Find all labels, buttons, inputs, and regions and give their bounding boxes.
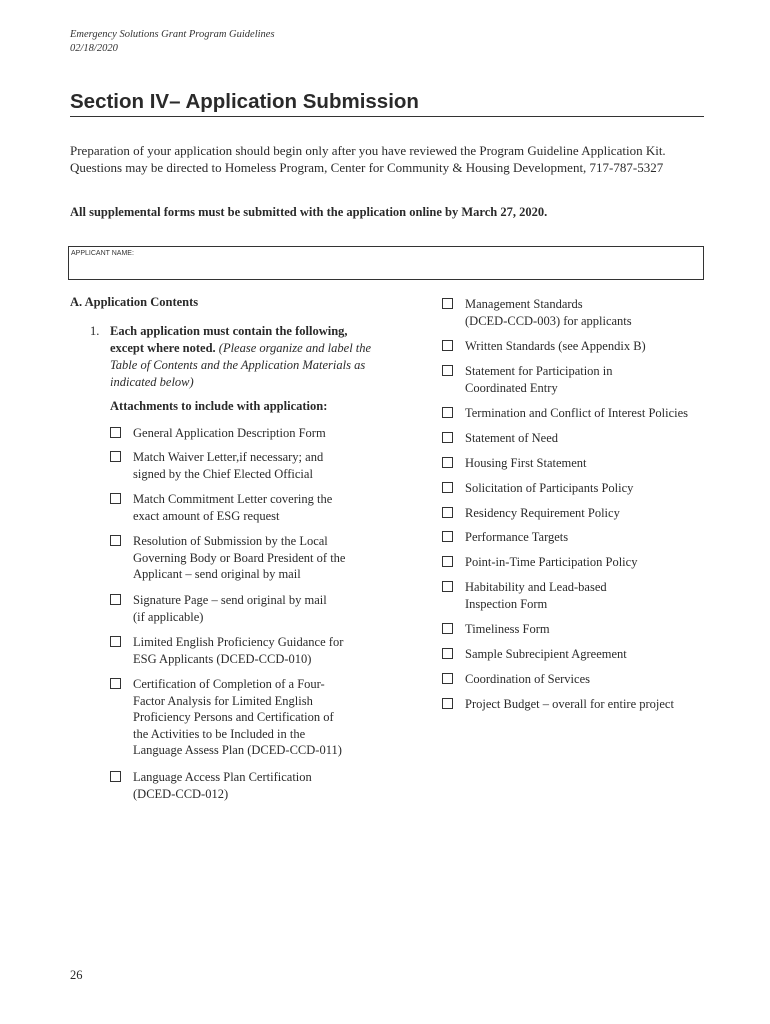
applicant-name-field[interactable] [68,246,704,280]
checklist-item[interactable] [442,621,732,638]
checklist-item[interactable] [442,529,732,546]
checklist-label: Resolution of Submission by the Local Governing Body or Board President of the Applicant – send original by mail [133,534,346,581]
page-number: 26 [70,968,83,982]
checkbox[interactable] [442,340,453,351]
checklist-item[interactable] [110,425,390,442]
checklist-label: Point-in-Time Participation Policy [465,555,638,569]
item-1-number: 1. [90,324,100,338]
checklist-label: Timeliness Form [465,622,550,636]
checklist-item[interactable] [442,338,732,355]
checkbox[interactable] [442,507,453,518]
attachments-heading: Attachments to include with application: [110,399,328,413]
checklist-label: Certification of Completion of a Four- Factor Analysis for Limited English Proficiency Persons and Certification of the Activities to be Included in the Language Assess Plan (DCED-CCD-011) [133,677,342,757]
checkbox[interactable] [110,678,121,689]
checkbox[interactable] [442,648,453,659]
checklist-label: Language Access Plan Certification (DCED-CCD-012) [133,770,312,801]
checklist-item[interactable] [442,696,732,713]
checkbox[interactable] [442,407,453,418]
deadline-notice: All supplemental forms must be submitted with the application online by March 27, 2020. [70,205,548,219]
checkbox[interactable] [442,365,453,376]
checkbox[interactable] [442,673,453,684]
checklist-label: Management Standards (DCED-CCD-003) for applicants [465,297,632,328]
checkbox[interactable] [442,531,453,542]
checklist-item[interactable] [442,405,732,422]
section-a-heading: A. Application Contents [70,295,199,309]
checkbox[interactable] [442,457,453,468]
checklist-label: Statement of Need [465,431,559,445]
checklist-label: Solicitation of Participants Policy [465,481,634,495]
checkbox[interactable] [110,771,121,782]
checklist-label: Sample Subrecipient Agreement [465,647,627,661]
checkbox[interactable] [110,594,121,605]
checklist-item[interactable] [442,671,732,688]
checkbox[interactable] [442,556,453,567]
checklist-label: Match Waiver Letter,if necessary; and signed by the Chief Elected Official [133,450,324,481]
checklist-label: Project Budget – overall for entire project [465,697,674,711]
checklist-label: Signature Page – send original by mail (if applicable) [133,593,327,624]
checklist-item[interactable] [442,455,732,472]
checklist-item[interactable] [110,592,390,625]
checklist-item[interactable] [110,449,390,482]
checklist-item[interactable] [442,363,732,396]
checkbox[interactable] [110,493,121,504]
item-1-text [110,323,380,391]
document-header [70,28,275,56]
checkbox[interactable] [110,636,121,647]
checklist-item[interactable] [442,505,732,522]
checklist-label: Written Standards (see Appendix B) [465,339,646,353]
checklist-item[interactable] [110,676,390,759]
checkbox[interactable] [442,623,453,634]
item-1-italic: (Please organize and label the Table of Contents and the Application Materials as indicated below) [110,341,372,389]
checklist-item[interactable] [110,533,390,583]
checklist-label: Performance Targets [465,530,569,544]
applicant-name-label: APPLICANT NAME: [71,250,134,257]
checklist-item[interactable] [110,769,390,802]
checklist-item[interactable] [442,646,732,663]
intro-paragraph: Preparation of your application should begin only after you have reviewed the Program Guideline Application Kit. Questions may be directed to Homeless Program, Center for Community & Housing Development, 717-787-5327 [70,143,666,175]
checklist-item[interactable] [442,554,732,571]
checklist-label: Housing First Statement [465,456,587,470]
checklist-label: Habitability and Lead-based Inspection Form [465,580,607,611]
checkbox[interactable] [110,427,121,438]
section-title: Section IV– Application Submission [70,89,704,117]
checklist-label: General Application Description Form [133,426,326,440]
checklist-label: Limited English Proficiency Guidance for ESG Applicants (DCED-CCD-010) [133,635,344,666]
checkbox[interactable] [442,432,453,443]
checkbox[interactable] [110,451,121,462]
header-title: Emergency Solutions Grant Program Guidelines [70,29,275,40]
checklist-item[interactable] [442,430,732,447]
checkbox[interactable] [110,535,121,546]
checkbox[interactable] [442,298,453,309]
checklist-item[interactable] [442,579,732,612]
checkbox[interactable] [442,581,453,592]
checklist-label: Statement for Participation in Coordinated Entry [465,364,613,395]
checklist-item[interactable] [442,480,732,497]
checklist-label: Coordination of Services [465,672,590,686]
checklist-item[interactable] [442,296,732,329]
checklist-item[interactable] [110,491,390,524]
checklist-label: Termination and Conflict of Interest Policies [465,406,689,420]
checkbox[interactable] [442,698,453,709]
checkbox[interactable] [442,482,453,493]
header-date: 02/18/2020 [70,43,118,54]
checklist-label: Residency Requirement Policy [465,506,620,520]
item-1-bold: Each application must contain the following, except where noted. [110,324,348,355]
checklist-item[interactable] [110,634,390,667]
checklist-label: Match Commitment Letter covering the exact amount of ESG request [133,492,333,523]
